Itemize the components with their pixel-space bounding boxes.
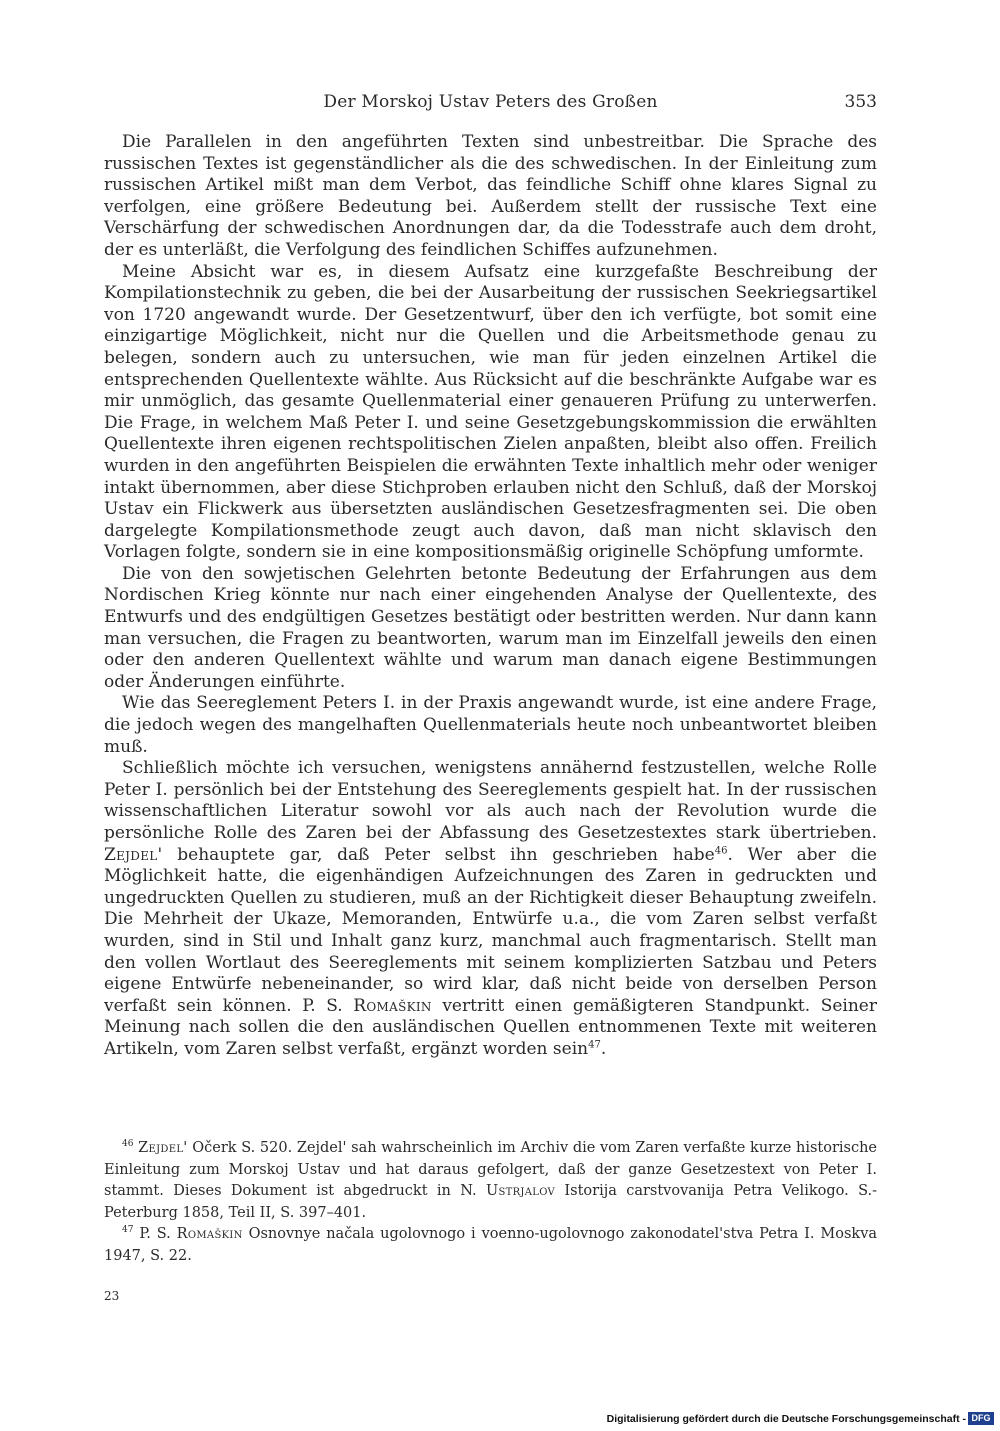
paragraph-5-part-c: . Wer aber die Möglichkeit hatte, die eigenhändigen Aufzeichnungen des Zaren in gedruckten und ungedruckten Quellen zu studieren, muß an der Richtigkeit dieser Behauptung zweifeln. Die Mehrheit der Ukaze, Memoranden, Entwürfe u.a., die vom Zaren selbst verfaßt wurden, sind in Stil und Inhalt ganz kurz, manchmal auch fragmentarisch. Stellt man den vollen Wortlaut des Seereglements mit seinem komplizierten Satzbau und Peters eigene Entwürfe nebeneinander, so wird klar, daß nicht beide von derselben Person verfaßt sein können. P. S. (104, 844, 877, 1016)
paragraph-1: Die Parallelen in den angeführten Texten sind unbestreitbar. Die Sprache des russischen Textes ist gegenständlicher als die des schwedischen. In der Einleitung zum russischen Artikel mißt man dem Verbot, das feindliche Schiff ohne klares Signal zu verfolgen, eine größere Bedeutung bei. Außerdem stellt der russische Text eine Verschärfung der schwedischen Anordnungen dar, da die Todesstrafe auch dem droht, der es unterläßt, die Verfolgung des feindlichen Schiffes aufzunehmen. (104, 132, 877, 260)
footnote-46-author: Zejdel' (138, 1140, 188, 1156)
footnotes (104, 1138, 877, 1267)
footnote-46 (104, 1138, 877, 1224)
signature-mark: 23 (104, 1289, 120, 1303)
paragraph-5-part-a: Schließlich möchte ich versuchen, wenigstens annähernd festzustellen, welche Rolle Peter I. persönlich bei der Entstehung des Seereglements gespielt hat. In der russischen wissenschaftlichen Literatur sowohl vor als auch nach der Revolution wurde die persönliche Rolle des Zaren bei der Abfassung des Gesetzestextes stark übertrieben. (104, 758, 877, 843)
footnote-47-prefix: P. S. (139, 1226, 171, 1242)
paragraph-5-part-e: . (600, 1038, 607, 1059)
paragraph-3: Die von den sowjetischen Gelehrten betonte Bedeutung der Erfahrungen aus dem Nordischen Krieg könnte nur nach einer eingehenden Analyse der Quellentexte, des Entwurfs und des endgültigen Gesetzes bestätigt oder bestritten werden. Nur dann kann man versuchen, die Fragen zu beantworten, warum man im Einzelfall jeweils den einen oder den anderen Quellentext wählte und warum man danach eigene Bestimmungen oder Änderungen einführte. (104, 563, 877, 692)
author-name-zejdel: Zejdel' (104, 844, 163, 865)
footnote-47 (104, 1224, 877, 1267)
footnote-46-text: Očerk S. 520. Zejdel' sah wahrscheinlich im Archiv die vom Zaren verfaßte kurze historische Einleitung zum Morskoj Ustav und hat daraus gefolgert, daß der ganze Gesetzestext von Peter I. stammt. Dieses Dokument ist abgedruckt in N. (104, 1140, 878, 1199)
paragraph-5-part-d: vertritt einen gemäßigteren Standpunkt. Seiner Meinung nach sollen die den ausländischen Quellen entnommenen Texte mit weiteren Artikeln, vom Zaren selbst verfaßt, ergänzt worden sein (104, 995, 877, 1059)
paragraph-5 (104, 758, 877, 1060)
footnote-47-author: Romaškin (176, 1226, 243, 1242)
page-header (104, 92, 877, 116)
footnote-ref-47[interactable]: 47 (588, 1039, 601, 1051)
author-name-romaskin: Romaškin (353, 995, 432, 1016)
footnote-47-text: Osnovnye načala ugolovnogo i voenno-ugolovnogo zakonodatel'stva Petra I. Moskva 1947, S. 22. (104, 1226, 878, 1264)
body-text (104, 132, 877, 1061)
footnote-number-47: 47 (122, 1225, 134, 1236)
footnote-46-text2: Istorija carstvovanija Petra Velikogo. S.-Peterburg 1858, Teil II, S. 397–401. (104, 1183, 877, 1221)
running-title: Der Morskoj Ustav Peters des Großen (323, 92, 658, 112)
paragraph-4: Wie das Seereglement Peters I. in der Praxis angewandt wurde, ist eine andere Frage, die jedoch wegen des mangelhaften Quellenmaterials heute noch unbeantwortet bleiben muß. (104, 693, 877, 757)
paragraph-5-part-b: behauptete gar, daß Peter selbst ihn geschrieben habe (177, 844, 715, 865)
paragraph-2: Meine Absicht war es, in diesem Aufsatz eine kurzgefaßte Beschreibung der Kompilationstechnik zu geben, die bei der Ausarbeitung der russischen Seekriegsartikel von 1720 angewandt wurde. Der Gesetzentwurf, über den ich verfügte, bot somit eine einzigartige Möglichkeit, nicht nur die Quellen und die Arbeitsmethode genau zu belegen, sondern auch zu untersuchen, wie man für jeden einzelnen Artikel die entsprechenden Quellentexte wählte. Aus Rücksicht auf die beschränkte Aufgabe war es mir unmöglich, das gesamte Quellenmaterial einer genaueren Prüfung zu unterwerfen. Die Frage, in welchem Maß Peter I. und seine Gesetzgebungskommission die erwählten Quellentexte ihren eigenen rechtspolitischen Zielen anpaßten, bleibt also offen. Freilich wurden in den angeführten Beispielen die erwähnten Texte inhaltlich mehr oder weniger intakt übernommen, aber diese Stichproben erlauben nicht den Schluß, daß der Morskoj Ustav ein Flickwerk aus übersetzten ausländischen Gesetzesfragmenten sei. Die oben dargelegte Kompilationsmethode zeugt auch davon, daß man nicht sklavisch den Vorlagen folgte, sondern sie in eine kompositionsmäßig originelle Schöpfung umformte. (104, 261, 877, 563)
dfg-logo-icon[interactable]: DFG (968, 1412, 994, 1425)
page-number: 353 (844, 92, 877, 112)
footnote-ref-46[interactable]: 46 (714, 844, 728, 856)
footnote-46-author2: Ustrjalov (485, 1183, 556, 1199)
footnote-number-46: 46 (122, 1139, 134, 1150)
digitization-notice: Digitalisierung gefördert durch die Deutsche Forschungsgemeinschaft - (606, 1413, 966, 1425)
